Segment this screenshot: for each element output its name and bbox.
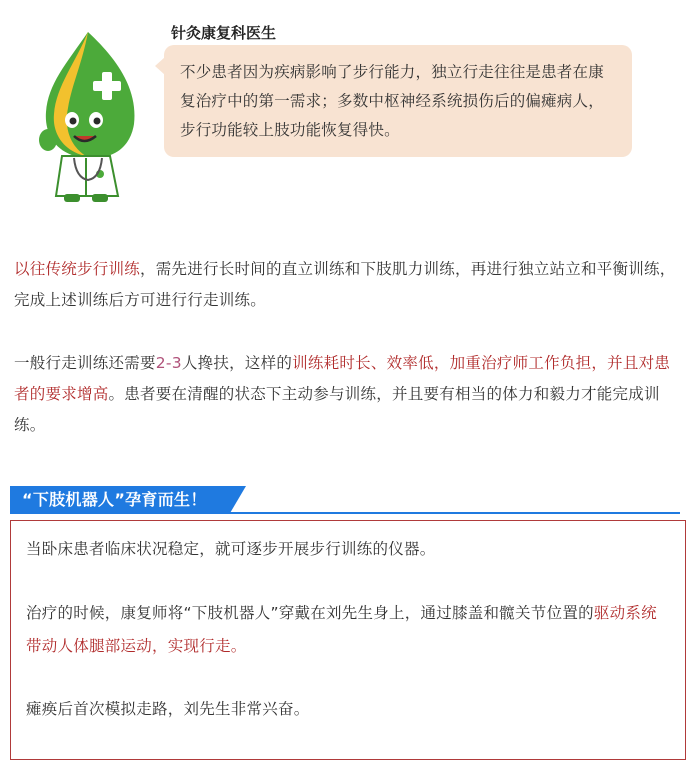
doctor-mascot-illustration <box>26 28 156 208</box>
section-title: “下肢机器人”孕育而生！ <box>22 490 207 509</box>
number-text: 2-3 <box>155 354 182 372</box>
paragraph-text: ，需先进行长时间的直立训练和下肢肌力训练，再进行独立站立和平衡训练，完成上述训练后方可进行行走训练。 <box>14 260 676 309</box>
doctor-name-label: 针灸康复科医生 <box>171 24 277 42</box>
speech-bubble: 不少患者因为疾病影响了步行能力，独立行走往往是患者在康复治疗中的第一需求；多数中枢神经系统损伤后的偏瘫病人，步行功能较上肢功能恢复得快。 <box>164 45 632 157</box>
paragraph-walking-training <box>14 348 678 441</box>
paragraph-text: 治疗的时候，康复师将“下肢机器人”穿戴在刘先生身上，通过膝盖和髋关节位置的 <box>26 604 594 622</box>
paragraph-text: 人搀扶，这样的 <box>181 354 293 372</box>
paragraph-traditional-training <box>14 254 678 316</box>
section-paragraph: 当卧床患者临床状况稳定，就可逐步开展步行训练的仪器。 <box>26 540 436 558</box>
paragraph-text: 一般行走训练还需要 <box>14 354 156 372</box>
highlight-text: 驱动系统带动人体腿部运动，实现行走。 <box>26 604 657 655</box>
section-paragraph: 瘫痪后首次模拟走路，刘先生非常兴奋。 <box>26 700 310 718</box>
section-paragraph <box>26 597 666 663</box>
highlight-text: 训练耗时长、效率低，加重治疗师工作负担，并且对患者的要求增高 <box>14 354 671 403</box>
paragraph-text: 。患者要在清醒的状态下主动参与训练，并且要有相当的体力和毅力才能完成训练。 <box>14 385 660 434</box>
highlight-text: 以往传统步行训练 <box>14 260 141 278</box>
